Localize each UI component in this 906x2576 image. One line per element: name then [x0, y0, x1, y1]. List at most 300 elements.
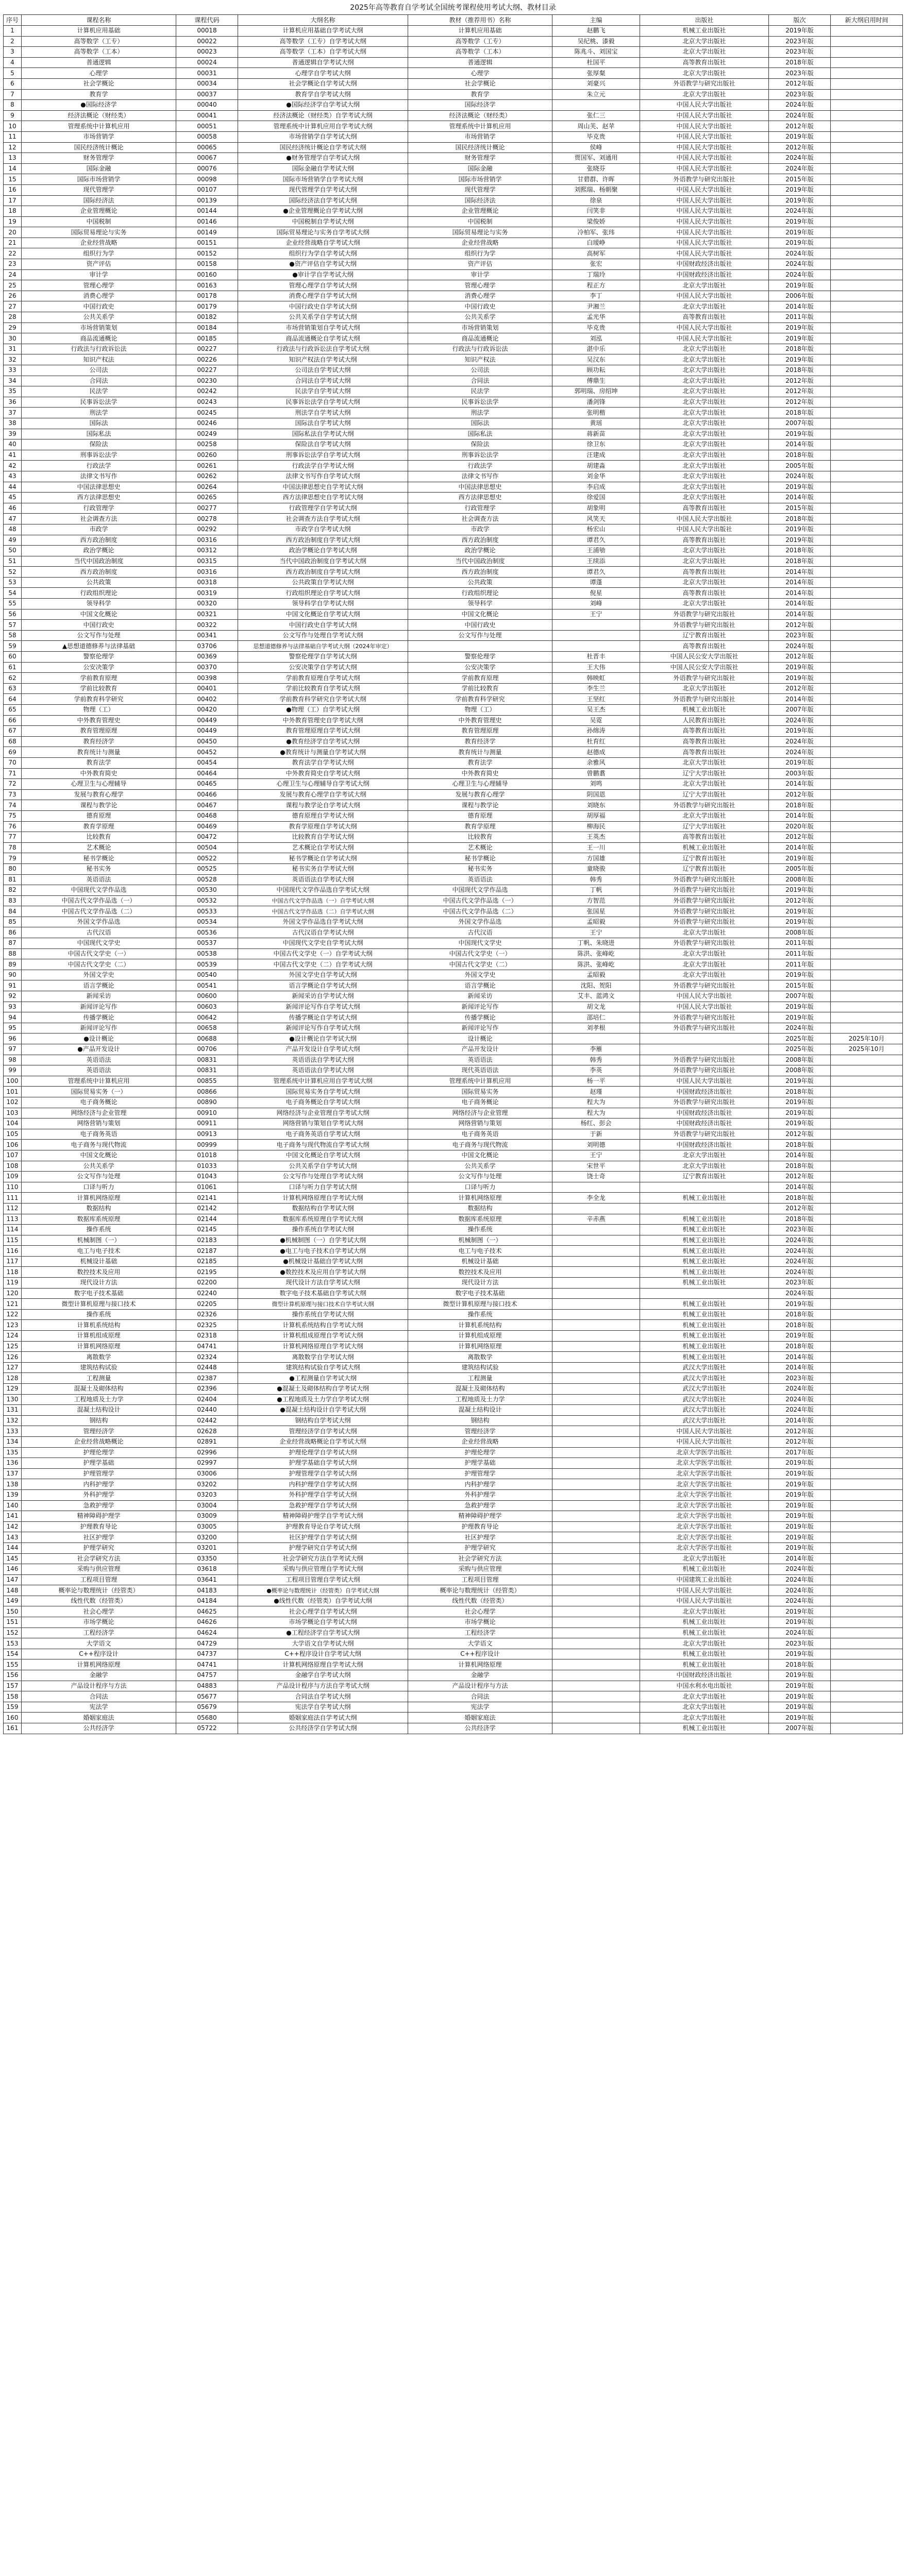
cell-new-syllabus-date: [831, 1012, 903, 1023]
cell-syllabus-name: 数据库系统原理自学考试大纲: [238, 1214, 408, 1225]
cell-textbook-name: 外国文学作品选: [408, 917, 552, 927]
cell-publisher: 外语教学与研究出版社: [640, 1055, 769, 1065]
cell-course-code: 04183: [176, 1585, 238, 1596]
cell-course-name: 社会心理学: [22, 1606, 176, 1617]
cell-edition: 2005年版: [769, 863, 831, 874]
cell-textbook-name: 数控技术及应用: [408, 1267, 552, 1278]
cell-textbook-name: 中国古代文学作品选（一）: [408, 895, 552, 906]
cell-course-name: 国际金融: [22, 163, 176, 174]
table-row: [4, 397, 903, 408]
cell-edition: 2015年版: [769, 503, 831, 514]
cell-publisher: 机械工业出版社: [640, 1564, 769, 1575]
cell-course-code: 00532: [176, 895, 238, 906]
cell-new-syllabus-date: [831, 195, 903, 206]
cell-editor: 顾功耘: [552, 365, 640, 376]
cell-textbook-name: 急救护理学: [408, 1500, 552, 1511]
cell-edition: 2014年版: [769, 567, 831, 578]
cell-new-syllabus-date: [831, 641, 903, 652]
cell-new-syllabus-date: [831, 514, 903, 524]
cell-index: 91: [4, 980, 22, 991]
cell-edition: 2019年版: [769, 1681, 831, 1691]
cell-publisher: 机械工业出版社: [640, 1299, 769, 1310]
cell-syllabus-name: 急救护理学自学考试大纲: [238, 1500, 408, 1511]
cell-course-code: 02324: [176, 1352, 238, 1363]
cell-publisher: 北京大学医学出版社: [640, 1511, 769, 1522]
cell-editor: [552, 1574, 640, 1585]
cell-new-syllabus-date: [831, 408, 903, 418]
cell-textbook-name: 微型计算机原理与接口技术: [408, 1299, 552, 1310]
cell-course-name: 微型计算机原理与接口技术: [22, 1299, 176, 1310]
cell-index: 128: [4, 1373, 22, 1384]
cell-course-name: 行政管理学: [22, 503, 176, 514]
cell-publisher: 北京大学出版社: [640, 1638, 769, 1649]
table-row: [4, 68, 903, 79]
cell-course-name: 中国文化概论: [22, 1150, 176, 1161]
cell-new-syllabus-date: [831, 800, 903, 811]
cell-course-name: 电子商务与现代物流: [22, 1140, 176, 1150]
cell-edition: 2017年版: [769, 1447, 831, 1458]
table-row: [4, 927, 903, 938]
cell-syllabus-name: 中国古代文学史（一）自学考试大纲: [238, 948, 408, 959]
cell-edition: 2019年版: [769, 227, 831, 238]
cell-edition: 2023年版: [769, 1373, 831, 1384]
table-row: [4, 736, 903, 747]
table-row: [4, 153, 903, 164]
table-row: [4, 1309, 903, 1320]
cell-course-code: 02200: [176, 1278, 238, 1289]
cell-syllabus-name: 中国文化概论自学考试大纲: [238, 609, 408, 620]
cell-edition: 2019年版: [769, 1543, 831, 1553]
cell-course-code: 00468: [176, 810, 238, 821]
cell-course-code: 00658: [176, 1023, 238, 1033]
cell-publisher: 北京大学出版社: [640, 779, 769, 790]
cell-editor: [552, 1362, 640, 1373]
cell-new-syllabus-date: [831, 1341, 903, 1352]
cell-course-code: 00319: [176, 588, 238, 599]
cell-syllabus-name: 国际私法自学考试大纲: [238, 429, 408, 439]
cell-editor: 刘金华: [552, 471, 640, 482]
cell-course-code: 00245: [176, 408, 238, 418]
cell-course-name: 消费心理学: [22, 291, 176, 301]
table-row: [4, 1362, 903, 1373]
cell-new-syllabus-date: [831, 524, 903, 535]
cell-publisher: 辽宁大学出版社: [640, 768, 769, 779]
cell-index: 9: [4, 110, 22, 121]
cell-textbook-name: 发展与教育心理学: [408, 789, 552, 800]
cell-index: 161: [4, 1723, 22, 1734]
cell-textbook-name: 中国古代文学史（二）: [408, 959, 552, 970]
table-row: [4, 110, 903, 121]
cell-course-code: 00398: [176, 673, 238, 684]
cell-course-name: ▲思想道德修养与法律基础: [22, 641, 176, 652]
cell-textbook-name: 教育学: [408, 89, 552, 100]
cell-editor: 谭蓬: [552, 577, 640, 588]
cell-new-syllabus-date: [831, 599, 903, 609]
cell-course-name: 政治学概论: [22, 546, 176, 556]
table-row: [4, 757, 903, 768]
cell-course-code: 03203: [176, 1489, 238, 1500]
table-row: [4, 789, 903, 800]
cell-textbook-name: 领导科学: [408, 599, 552, 609]
cell-syllabus-name: 保险法自学考试大纲: [238, 439, 408, 450]
cell-textbook-name: 政治学概论: [408, 546, 552, 556]
cell-new-syllabus-date: [831, 662, 903, 673]
table-row: [4, 970, 903, 980]
cell-course-name: 英语语法: [22, 874, 176, 885]
cell-editor: 丁瑞玲: [552, 269, 640, 280]
cell-course-name: 行政组织理论: [22, 588, 176, 599]
cell-publisher: 北京大学出版社: [640, 1606, 769, 1617]
cell-publisher: 机械工业出版社: [640, 1278, 769, 1289]
cell-syllabus-name: ●概率论与数理统计（经管类）自学考试大纲: [238, 1585, 408, 1596]
cell-edition: 2019年版: [769, 131, 831, 142]
cell-publisher: 中国人民大学出版社: [640, 227, 769, 238]
cell-course-code: 02195: [176, 1267, 238, 1278]
cell-editor: 闫笑非: [552, 206, 640, 217]
cell-publisher: 外语教学与研究出版社: [640, 78, 769, 89]
cell-edition: 2012年版: [769, 620, 831, 631]
cell-index: 151: [4, 1617, 22, 1628]
cell-course-name: 现代管理学: [22, 184, 176, 195]
cell-publisher: 中国人民大学出版社: [640, 216, 769, 227]
cell-course-name: 秘书实务: [22, 863, 176, 874]
cell-editor: [552, 1543, 640, 1553]
cell-new-syllabus-date: [831, 1511, 903, 1522]
cell-course-name: 新闻评论写作: [22, 1002, 176, 1012]
cell-course-name: 护理管理学: [22, 1468, 176, 1479]
cell-syllabus-name: 公共经济学自学考试大纲: [238, 1723, 408, 1734]
cell-syllabus-name: 中国文化概论自学考试大纲: [238, 1150, 408, 1161]
cell-edition: 2018年版: [769, 1087, 831, 1097]
cell-publisher: 机械工业出版社: [640, 26, 769, 37]
cell-edition: 2012年版: [769, 121, 831, 132]
cell-index: 126: [4, 1352, 22, 1363]
cell-publisher: 机械工业出版社: [640, 1246, 769, 1257]
cell-publisher: 外语教学与研究出版社: [640, 906, 769, 917]
cell-new-syllabus-date: [831, 1023, 903, 1033]
cell-syllabus-name: 高等数学（工专）自学考试大纲: [238, 36, 408, 47]
cell-publisher: 中国人民大学出版社: [640, 121, 769, 132]
cell-new-syllabus-date: [831, 1458, 903, 1469]
cell-syllabus-name: 德育原理自学考试大纲: [238, 810, 408, 821]
col-header-publisher: 出版社: [640, 15, 769, 26]
cell-textbook-name: 课程与教学论: [408, 800, 552, 811]
cell-index: 145: [4, 1553, 22, 1564]
cell-course-code: 00688: [176, 1033, 238, 1044]
cell-syllabus-name: 市场营销策划自学考试大纲: [238, 323, 408, 333]
cell-index: 156: [4, 1670, 22, 1681]
cell-edition: 2019年版: [769, 885, 831, 896]
cell-editor: 张厚粲: [552, 68, 640, 79]
cell-course-name: 教育学原理: [22, 821, 176, 832]
cell-publisher: 北京大学出版社: [640, 757, 769, 768]
cell-textbook-name: 市场营销策划: [408, 323, 552, 333]
cell-index: 42: [4, 461, 22, 471]
cell-textbook-name: 计算机应用基础: [408, 26, 552, 37]
cell-index: 131: [4, 1405, 22, 1416]
cell-index: 157: [4, 1681, 22, 1691]
cell-course-name: 操作系统: [22, 1309, 176, 1320]
cell-course-name: 计算机网络原理: [22, 1193, 176, 1204]
cell-publisher: 北京大学出版社: [640, 599, 769, 609]
cell-syllabus-name: 中国古代文学作品选（二）自学考试大纲: [238, 906, 408, 917]
cell-course-code: 00249: [176, 429, 238, 439]
cell-course-code: 00041: [176, 110, 238, 121]
cell-course-code: 04757: [176, 1670, 238, 1681]
cell-syllabus-name: 国际法自学考试大纲: [238, 418, 408, 429]
cell-course-code: 00277: [176, 503, 238, 514]
cell-editor: 高树军: [552, 248, 640, 259]
cell-course-code: 00600: [176, 991, 238, 1002]
cell-edition: 2018年版: [769, 365, 831, 376]
cell-textbook-name: 警察伦理学: [408, 652, 552, 663]
cell-syllabus-name: 护理伦理学自学考试大纲: [238, 1447, 408, 1458]
cell-course-name: 数字电子技术基础: [22, 1288, 176, 1299]
cell-syllabus-name: ●教育统计与测量自学考试大纲: [238, 747, 408, 758]
cell-new-syllabus-date: [831, 1564, 903, 1575]
cell-course-name: 国际贸易理论与实务: [22, 227, 176, 238]
cell-course-code: 05680: [176, 1713, 238, 1723]
cell-textbook-name: 电子商务与现代物流: [408, 1140, 552, 1150]
cell-syllabus-name: 中外教育简史自学考试大纲: [238, 768, 408, 779]
cell-editor: 刘明德: [552, 1140, 640, 1150]
cell-syllabus-name: 社会学研究方法自学考试大纲: [238, 1553, 408, 1564]
cell-syllabus-name: ●教育经济学自学考试大纲: [238, 736, 408, 747]
cell-new-syllabus-date: 2025年10月: [831, 1044, 903, 1055]
cell-course-code: 03005: [176, 1521, 238, 1532]
cell-syllabus-name: 公共政策自学考试大纲: [238, 577, 408, 588]
cell-course-name: 国际法: [22, 418, 176, 429]
cell-edition: 2012年版: [769, 1203, 831, 1214]
table-row: [4, 683, 903, 694]
cell-publisher: 外语教学与研究出版社: [640, 917, 769, 927]
cell-course-name: 网络经济与企业管理: [22, 1108, 176, 1118]
cell-syllabus-name: 民法学自学考试大纲: [238, 386, 408, 397]
cell-course-code: 00999: [176, 1140, 238, 1150]
cell-editor: [552, 1670, 640, 1681]
cell-index: 100: [4, 1076, 22, 1087]
cell-new-syllabus-date: [831, 1384, 903, 1395]
cell-edition: 2024年版: [769, 1574, 831, 1585]
table-row: [4, 323, 903, 333]
cell-new-syllabus-date: [831, 365, 903, 376]
cell-editor: 朱立元: [552, 89, 640, 100]
cell-course-code: 00911: [176, 1118, 238, 1129]
cell-course-code: 02318: [176, 1331, 238, 1342]
cell-textbook-name: C++程序设计: [408, 1649, 552, 1659]
cell-textbook-name: 工程地质及土力学: [408, 1394, 552, 1405]
cell-course-name: 离散数学: [22, 1352, 176, 1363]
cell-syllabus-name: 思想道德修养与法律基础自学考试大纲（2024年审定）: [238, 641, 408, 652]
cell-course-name: 中国古代文学作品选（二）: [22, 906, 176, 917]
cell-edition: 2019年版: [769, 1331, 831, 1342]
cell-textbook-name: 中国现代文学作品选: [408, 885, 552, 896]
cell-new-syllabus-date: [831, 1394, 903, 1405]
cell-course-name: 警察伦理学: [22, 652, 176, 663]
cell-textbook-name: 当代中国政治制度: [408, 556, 552, 567]
cell-new-syllabus-date: [831, 673, 903, 684]
cell-syllabus-name: 国际贸易实务自学考试大纲: [238, 1087, 408, 1097]
cell-course-code: 03641: [176, 1574, 238, 1585]
cell-textbook-name: 离散数学: [408, 1352, 552, 1363]
cell-index: 57: [4, 620, 22, 631]
cell-course-code: 05677: [176, 1691, 238, 1702]
cell-course-code: 03201: [176, 1543, 238, 1553]
cell-publisher: 高等教育出版社: [640, 503, 769, 514]
cell-edition: 2019年版: [769, 535, 831, 546]
table-row: [4, 1384, 903, 1395]
cell-new-syllabus-date: [831, 354, 903, 365]
cell-syllabus-name: 企业经营战略自学考试大纲: [238, 238, 408, 248]
cell-edition: 2019年版: [769, 673, 831, 684]
cell-edition: 2018年版: [769, 1161, 831, 1172]
cell-editor: 吴霓: [552, 715, 640, 726]
cell-course-code: 00264: [176, 482, 238, 493]
table-row: [4, 206, 903, 217]
cell-editor: [552, 641, 640, 652]
cell-course-code: 04741: [176, 1341, 238, 1352]
cell-editor: 胡文龙: [552, 1002, 640, 1012]
table-row: [4, 1140, 903, 1150]
cell-publisher: 外语教学与研究出版社: [640, 1065, 769, 1076]
cell-edition: 2014年版: [769, 1150, 831, 1161]
cell-textbook-name: 概率论与数理统计（经管类）: [408, 1585, 552, 1596]
cell-new-syllabus-date: [831, 1659, 903, 1670]
cell-editor: 杜育红: [552, 736, 640, 747]
table-row: [4, 1278, 903, 1289]
cell-new-syllabus-date: [831, 1267, 903, 1278]
cell-publisher: 北京大学出版社: [640, 344, 769, 354]
cell-publisher: 北京大学出版社: [640, 461, 769, 471]
cell-syllabus-name: 合同法自学考试大纲: [238, 376, 408, 386]
cell-publisher: 北京大学出版社: [640, 1691, 769, 1702]
cell-new-syllabus-date: [831, 429, 903, 439]
cell-textbook-name: 建筑结构试验: [408, 1362, 552, 1373]
cell-publisher: 武汉大学出版社: [640, 1384, 769, 1395]
cell-course-name: 工程经济学: [22, 1628, 176, 1638]
cell-editor: [552, 1713, 640, 1723]
cell-edition: 2019年版: [769, 917, 831, 927]
cell-course-code: 00065: [176, 142, 238, 153]
cell-course-code: 00603: [176, 1002, 238, 1012]
table-row: [4, 269, 903, 280]
cell-syllabus-name: 心理学自学考试大纲: [238, 68, 408, 79]
cell-edition: 2011年版: [769, 312, 831, 323]
table-row: [4, 524, 903, 535]
cell-edition: 2018年版: [769, 450, 831, 461]
cell-course-name: 电工与电子技术: [22, 1246, 176, 1257]
table-row: [4, 461, 903, 471]
cell-textbook-name: 中国文化概论: [408, 1150, 552, 1161]
cell-edition: 2025年版: [769, 1044, 831, 1055]
table-row: [4, 938, 903, 949]
cell-course-code: 00913: [176, 1129, 238, 1140]
cell-index: 64: [4, 694, 22, 705]
cell-course-name: 中国法律思想史: [22, 482, 176, 493]
cell-index: 141: [4, 1511, 22, 1522]
cell-edition: 2024年版: [769, 1628, 831, 1638]
cell-editor: [552, 1659, 640, 1670]
cell-textbook-name: 合同法: [408, 1691, 552, 1702]
cell-index: 114: [4, 1225, 22, 1235]
cell-index: 73: [4, 789, 22, 800]
cell-new-syllabus-date: [831, 1352, 903, 1363]
cell-course-name: 机械制图（一）: [22, 1235, 176, 1246]
cell-course-name: 工程测量: [22, 1373, 176, 1384]
table-row: [4, 588, 903, 599]
cell-syllabus-name: 管理经济学自学考试大纲: [238, 1426, 408, 1437]
cell-syllabus-name: 英语语法自学考试大纲: [238, 1065, 408, 1076]
cell-new-syllabus-date: [831, 57, 903, 68]
cell-index: 78: [4, 842, 22, 853]
cell-publisher: 中国人民大学出版社: [640, 184, 769, 195]
cell-syllabus-name: 企业经营战略概论自学考试大纲: [238, 1436, 408, 1447]
cell-edition: 2012年版: [769, 895, 831, 906]
cell-publisher: 机械工业出版社: [640, 1341, 769, 1352]
cell-editor: [552, 1585, 640, 1596]
cell-textbook-name: 教育管理原理: [408, 726, 552, 737]
cell-syllabus-name: ●工程地质及土力学自学考试大纲: [238, 1394, 408, 1405]
cell-edition: 2019年版: [769, 1468, 831, 1479]
cell-course-name: 英语语法: [22, 1065, 176, 1076]
cell-index: 158: [4, 1691, 22, 1702]
cell-syllabus-name: 国民经济统计概论自学考试大纲: [238, 142, 408, 153]
cell-editor: 王大伟: [552, 662, 640, 673]
cell-index: 36: [4, 397, 22, 408]
cell-publisher: 中国人民大学出版社: [640, 100, 769, 111]
cell-textbook-name: 混凝土结构设计: [408, 1405, 552, 1416]
cell-publisher: 中国人民大学出版社: [640, 1426, 769, 1437]
cell-course-code: 00316: [176, 535, 238, 546]
cell-course-code: 00504: [176, 842, 238, 853]
cell-syllabus-name: 知识产权法自学考试大纲: [238, 354, 408, 365]
cell-textbook-name: 婚姻家庭法: [408, 1713, 552, 1723]
cell-new-syllabus-date: [831, 259, 903, 270]
table-row: [4, 1172, 903, 1182]
cell-new-syllabus-date: [831, 789, 903, 800]
cell-course-code: 02387: [176, 1373, 238, 1384]
cell-course-code: 02396: [176, 1384, 238, 1395]
cell-syllabus-name: 钢结构自学考试大纲: [238, 1415, 408, 1426]
cell-course-name: 新闻评论写作: [22, 1023, 176, 1033]
cell-new-syllabus-date: [831, 1182, 903, 1193]
table-row: [4, 874, 903, 885]
cell-edition: 2018年版: [769, 1320, 831, 1331]
cell-textbook-name: 财务管理学: [408, 153, 552, 164]
cell-publisher: 北京大学出版社: [640, 1702, 769, 1713]
cell-textbook-name: 采购与供应管理: [408, 1564, 552, 1575]
table-row: [4, 1553, 903, 1564]
table-row: [4, 1617, 903, 1628]
cell-editor: 刘鸣: [552, 779, 640, 790]
cell-course-code: 04729: [176, 1638, 238, 1649]
cell-index: 24: [4, 269, 22, 280]
cell-index: 129: [4, 1384, 22, 1395]
cell-course-name: 财务管理学: [22, 153, 176, 164]
cell-editor: [552, 1564, 640, 1575]
table-row: [4, 1638, 903, 1649]
cell-publisher: 北京大学出版社: [640, 482, 769, 493]
cell-course-code: 02404: [176, 1394, 238, 1405]
cell-edition: 2003年版: [769, 768, 831, 779]
table-row: [4, 121, 903, 132]
cell-textbook-name: 普通逻辑: [408, 57, 552, 68]
cell-course-name: 秘书学概论: [22, 853, 176, 864]
cell-editor: [552, 1479, 640, 1490]
cell-syllabus-name: 精神障碍护理学自学考试大纲: [238, 1511, 408, 1522]
cell-course-name: 教育学: [22, 89, 176, 100]
cell-editor: [552, 1288, 640, 1299]
